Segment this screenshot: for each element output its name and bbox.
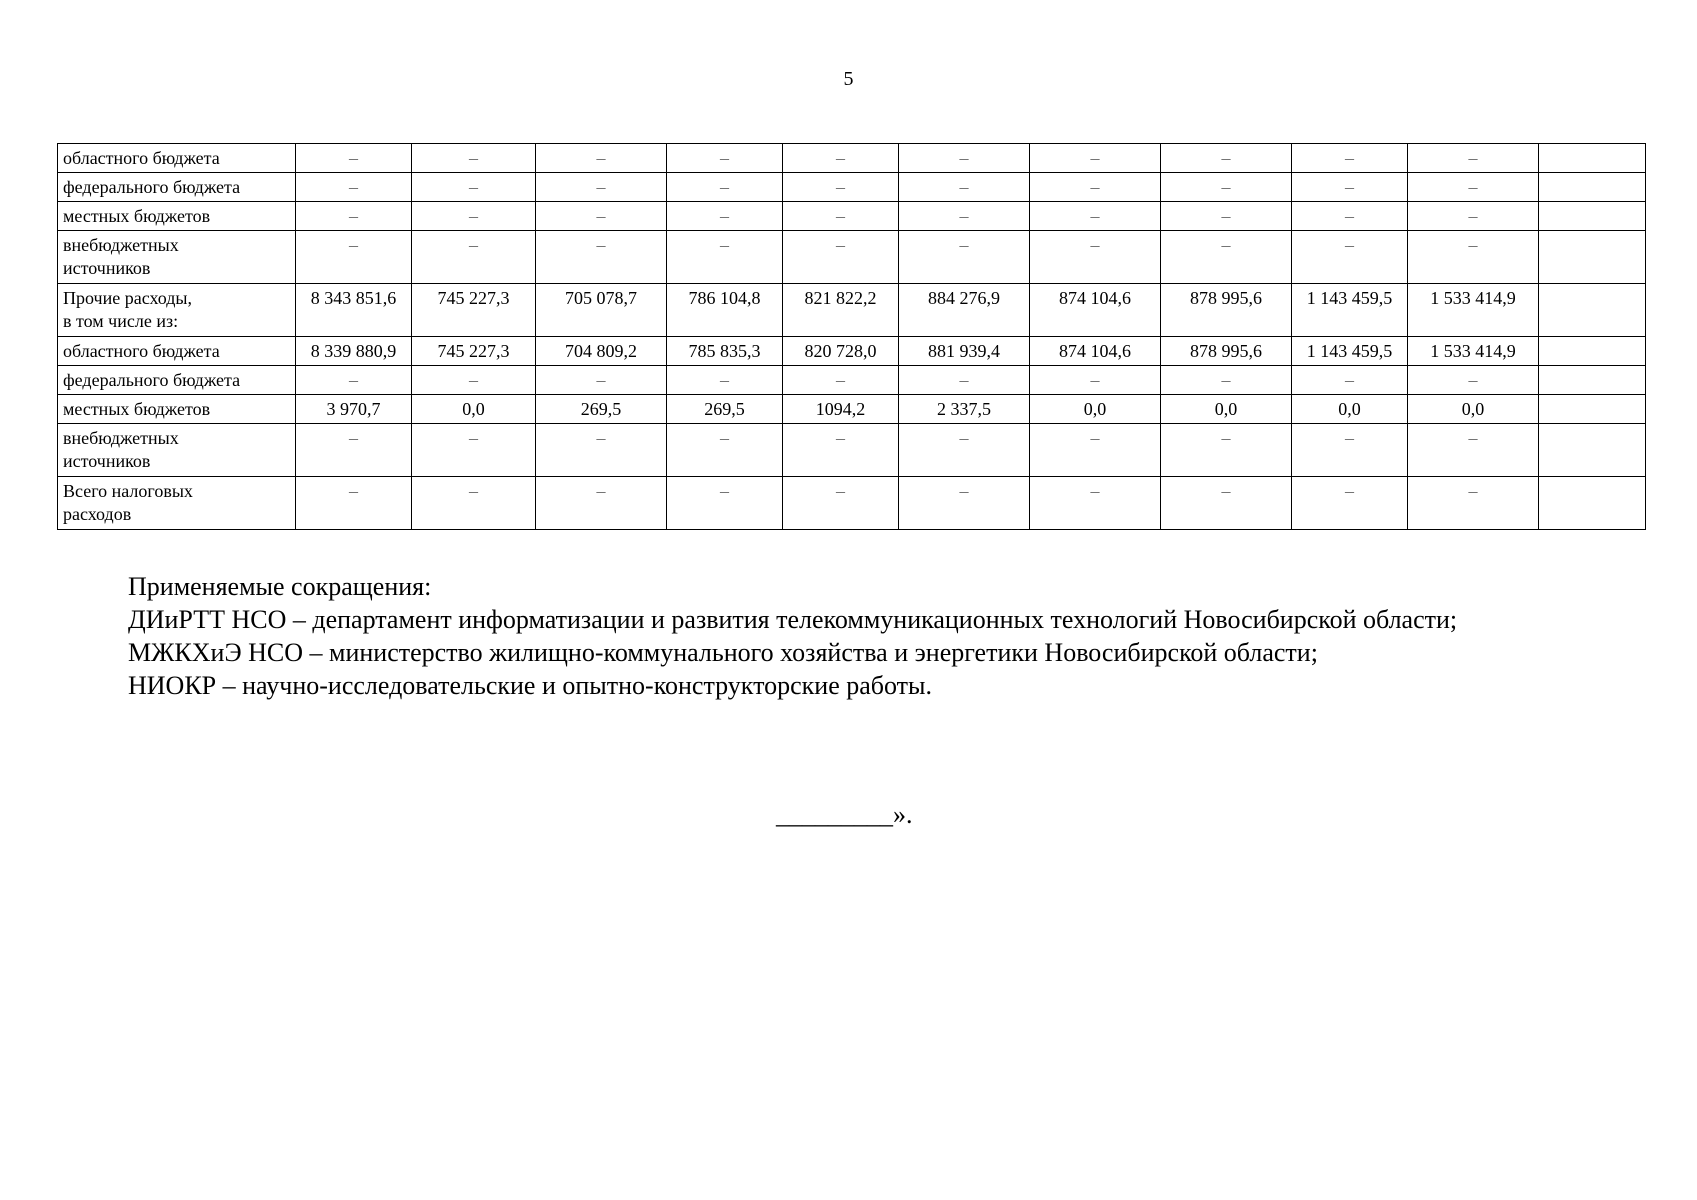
table-cell: 878 995,6 xyxy=(1161,284,1292,337)
table-cell: 2 337,5 xyxy=(899,395,1030,424)
table-cell xyxy=(1539,395,1646,424)
table-cell: – xyxy=(1292,144,1408,173)
table-cell xyxy=(1539,366,1646,395)
table-row xyxy=(58,284,1646,337)
table-cell: – xyxy=(296,231,412,284)
table-cell: – xyxy=(1030,477,1161,530)
table-cell: – xyxy=(412,477,536,530)
row-label: федерального бюджета xyxy=(58,173,296,202)
table-cell: 1 143 459,5 xyxy=(1292,337,1408,366)
table-cell: 745 227,3 xyxy=(412,284,536,337)
table-cell: – xyxy=(412,424,536,477)
table-cell: – xyxy=(667,231,783,284)
row-label: Прочие расходы, в том числе из: xyxy=(58,284,296,337)
row-label: местных бюджетов xyxy=(58,202,296,231)
table-cell: – xyxy=(1030,231,1161,284)
table-cell: – xyxy=(296,477,412,530)
table-cell: 821 822,2 xyxy=(783,284,899,337)
table-cell: 874 104,6 xyxy=(1030,337,1161,366)
table-row xyxy=(58,366,1646,395)
table-cell: 1 143 459,5 xyxy=(1292,284,1408,337)
table-cell: – xyxy=(899,231,1030,284)
row-label: областного бюджета xyxy=(58,144,296,173)
table-row xyxy=(58,395,1646,424)
budget-table-body xyxy=(58,144,1646,530)
table-cell: – xyxy=(899,173,1030,202)
table-cell: – xyxy=(783,173,899,202)
table-cell: 820 728,0 xyxy=(783,337,899,366)
table-cell xyxy=(1539,202,1646,231)
table-cell: – xyxy=(1408,144,1539,173)
table-cell: – xyxy=(667,202,783,231)
table-cell xyxy=(1539,337,1646,366)
table-cell: – xyxy=(1030,424,1161,477)
table-cell: 0,0 xyxy=(1161,395,1292,424)
table-row xyxy=(58,424,1646,477)
row-label: Всего налоговых расходов xyxy=(58,477,296,530)
table-cell: 0,0 xyxy=(1030,395,1161,424)
table-cell: – xyxy=(412,231,536,284)
table-cell: – xyxy=(1161,424,1292,477)
row-label: внебюджетных источников xyxy=(58,424,296,477)
table-cell: 884 276,9 xyxy=(899,284,1030,337)
page-number: 5 xyxy=(843,68,854,90)
table-row xyxy=(58,231,1646,284)
table-cell: – xyxy=(536,477,667,530)
table-cell: – xyxy=(296,366,412,395)
table-cell: – xyxy=(1161,477,1292,530)
table-cell: 1 533 414,9 xyxy=(1408,284,1539,337)
table-cell: – xyxy=(296,424,412,477)
table-cell: 745 227,3 xyxy=(412,337,536,366)
table-cell: – xyxy=(667,144,783,173)
table-cell: – xyxy=(412,144,536,173)
table-cell: 8 343 851,6 xyxy=(296,284,412,337)
table-cell: 1 533 414,9 xyxy=(1408,337,1539,366)
table-row xyxy=(58,173,1646,202)
table-cell: – xyxy=(667,477,783,530)
abbreviation-item: НИОКР – научно-исследовательские и опытно-конструкторские работы. xyxy=(128,671,932,700)
table-cell: – xyxy=(1161,173,1292,202)
table-cell: – xyxy=(1030,144,1161,173)
table-cell: – xyxy=(667,366,783,395)
table-cell: – xyxy=(412,173,536,202)
table-cell: – xyxy=(1292,231,1408,284)
table-row xyxy=(58,144,1646,173)
table-cell: – xyxy=(412,202,536,231)
abbreviations-block xyxy=(128,570,1457,702)
table-cell: 3 970,7 xyxy=(296,395,412,424)
table-cell xyxy=(1539,477,1646,530)
table-cell: 785 835,3 xyxy=(667,337,783,366)
table-cell: – xyxy=(536,202,667,231)
table-cell: – xyxy=(1292,366,1408,395)
table-cell xyxy=(1539,284,1646,337)
table-cell: – xyxy=(1408,424,1539,477)
table-cell: 1094,2 xyxy=(783,395,899,424)
table-cell: – xyxy=(296,144,412,173)
row-label: областного бюджета xyxy=(58,337,296,366)
table-cell: – xyxy=(1161,202,1292,231)
table-cell: – xyxy=(783,477,899,530)
table-cell: – xyxy=(1408,173,1539,202)
table-cell: 0,0 xyxy=(1292,395,1408,424)
table-cell: – xyxy=(783,231,899,284)
table-cell: 8 339 880,9 xyxy=(296,337,412,366)
closing-mark: _________». xyxy=(776,800,913,829)
table-cell: 0,0 xyxy=(1408,395,1539,424)
table-cell: 269,5 xyxy=(667,395,783,424)
table-cell: 881 939,4 xyxy=(899,337,1030,366)
table-cell: – xyxy=(1030,366,1161,395)
table-cell: – xyxy=(1161,231,1292,284)
table-cell: – xyxy=(1292,173,1408,202)
table-cell: – xyxy=(667,173,783,202)
table-cell: – xyxy=(783,202,899,231)
table-cell: 269,5 xyxy=(536,395,667,424)
table-cell: 786 104,8 xyxy=(667,284,783,337)
table-cell xyxy=(1539,173,1646,202)
table-cell: 704 809,2 xyxy=(536,337,667,366)
table-cell: – xyxy=(412,366,536,395)
row-label: внебюджетных источников xyxy=(58,231,296,284)
table-cell: – xyxy=(899,477,1030,530)
table-row xyxy=(58,202,1646,231)
table-cell: – xyxy=(536,231,667,284)
table-cell: – xyxy=(1292,202,1408,231)
table-cell: – xyxy=(1292,424,1408,477)
table-cell: – xyxy=(536,424,667,477)
table-cell xyxy=(1539,144,1646,173)
table-cell: – xyxy=(899,144,1030,173)
table-cell: – xyxy=(296,173,412,202)
table-cell: 705 078,7 xyxy=(536,284,667,337)
table-cell xyxy=(1539,231,1646,284)
table-cell: – xyxy=(783,144,899,173)
table-cell: – xyxy=(296,202,412,231)
table-cell: – xyxy=(536,173,667,202)
table-cell: – xyxy=(899,366,1030,395)
table-row xyxy=(58,337,1646,366)
table-cell: – xyxy=(1161,366,1292,395)
table-cell: – xyxy=(667,424,783,477)
table-cell: 878 995,6 xyxy=(1161,337,1292,366)
table-cell: – xyxy=(1408,477,1539,530)
table-cell: – xyxy=(536,366,667,395)
budget-table xyxy=(57,143,1646,530)
table-cell xyxy=(1539,424,1646,477)
abbreviations-heading: Применяемые сокращения: xyxy=(128,572,432,601)
table-cell: – xyxy=(899,424,1030,477)
table-cell: 874 104,6 xyxy=(1030,284,1161,337)
abbreviation-item: ДИиРТТ НСО – департамент информатизации и развития телекоммуникационных технологий Новосибирской области; xyxy=(128,605,1458,634)
table-cell: – xyxy=(1408,231,1539,284)
table-cell: – xyxy=(1030,202,1161,231)
table-cell: – xyxy=(536,144,667,173)
table-cell: – xyxy=(783,366,899,395)
table-cell: – xyxy=(899,202,1030,231)
table-cell: – xyxy=(1161,144,1292,173)
row-label: федерального бюджета xyxy=(58,366,296,395)
table-cell: – xyxy=(1408,366,1539,395)
abbreviation-item: МЖКХиЭ НСО – министерство жилищно-коммунального хозяйства и энергетики Новосибирской области; xyxy=(128,638,1318,667)
table-cell: – xyxy=(783,424,899,477)
table-row xyxy=(58,477,1646,530)
table-cell: – xyxy=(1292,477,1408,530)
row-label: местных бюджетов xyxy=(58,395,296,424)
table-cell: – xyxy=(1408,202,1539,231)
table-cell: 0,0 xyxy=(412,395,536,424)
table-cell: – xyxy=(1030,173,1161,202)
